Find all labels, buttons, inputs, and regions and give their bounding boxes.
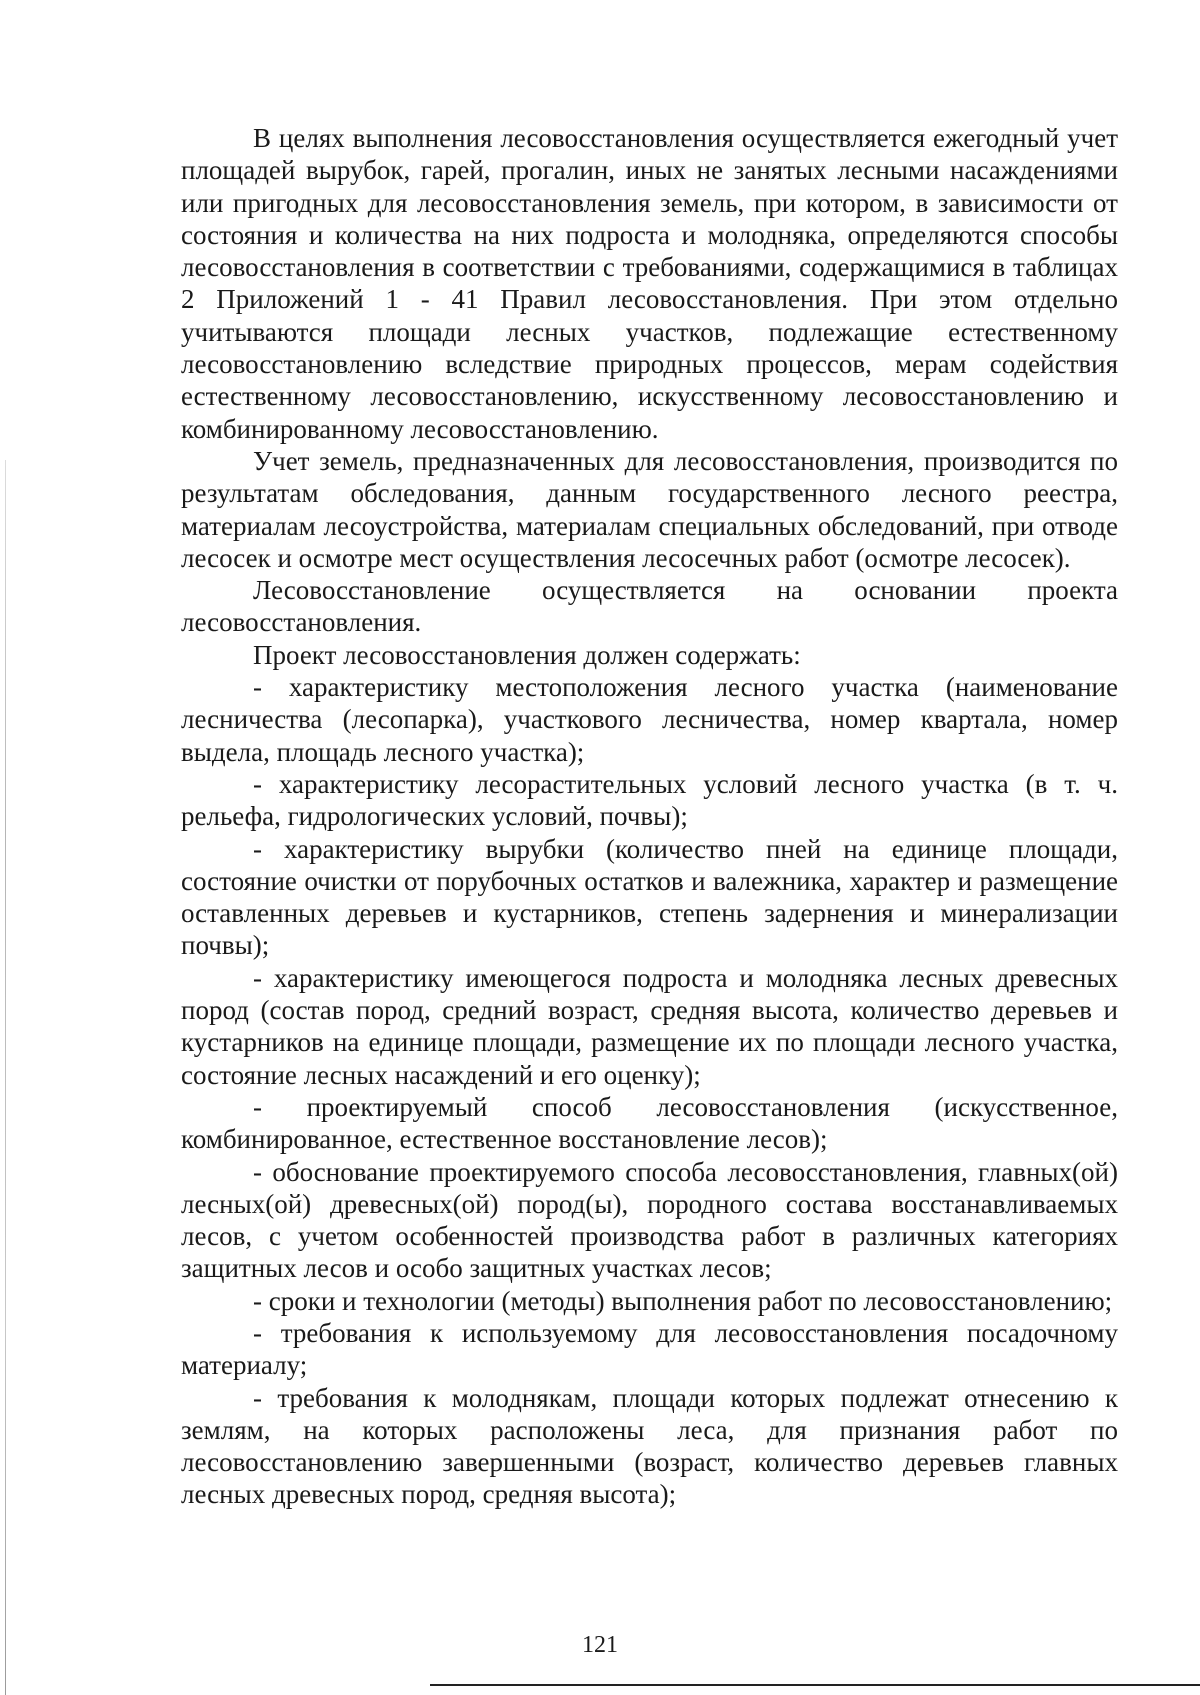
- paragraph-project-basis: Лесовосстановление осуществляется на основании проекта лесовосстановления.: [181, 575, 1118, 638]
- list-item-timing: - сроки и технологии (методы) выполнения работ по лесовосстановлению;: [253, 1285, 1113, 1316]
- document-body: [181, 122, 1118, 1511]
- paragraph-land-accounting: Учет земель, предназначенных для лесовосстановления, производится по результатам обследования, данным государственного лесного реестра, материалам лесоустройства, материалам специальных обследований, при отводе лесосек и осмотре мест осуществления лесосечных работ (осмотре лесосек).: [181, 445, 1118, 573]
- list-item-young-stands: - требования к молоднякам, площади которых подлежат отнесению к землям, на которых расположены леса, для признания работ по лесовосстановлению завершенными (возраст, количество деревьев главных лесных древесных пород, средняя высота);: [181, 1382, 1118, 1510]
- list-item-justification: - обоснование проектируемого способа лесовосстановления, главных(ой) лесных(ой) древесных(ой) пород(ы), породного состава восстанавливаемых лесов, с учетом особенностей производства работ в различных категориях защитных лесов и особо защитных участках лесов;: [181, 1156, 1118, 1284]
- page-number: 121: [582, 1632, 618, 1658]
- list-item-growing-conditions: - характеристику лесорастительных условий лесного участка (в т. ч. рельефа, гидрологических условий, почвы);: [181, 768, 1118, 832]
- paragraph-reforestation-accounting: В целях выполнения лесовосстановления осуществляется ежегодный учет площадей вырубок, гарей, прогалин, иных не занятых лесными насаждениями или пригодных для лесовосстановления земель, при котором, в зависимости от состояния и количества на них подроста и молодняка, определяются способы лесовосстановления в соответствии с требованиями, содержащимися в таблицах 2 Приложений 1 - 41 Правил лесовосстановления. При этом отдельно учитываются площади лесных участков, подлежащие естественному лесовосстановлению вследствие природных процессов, мерам содействия естественному лесовосстановлению, искусственному лесовосстановлению и комбинированному лесовосстановлению.: [181, 123, 1118, 444]
- footer-divider: [430, 1684, 1200, 1686]
- list-item-location: - характеристику местоположения лесного участка (наименование лесничества (лесопарка), участкового лесничества, номер квартала, номер выдела, площадь лесного участка);: [181, 672, 1118, 767]
- list-item-planting-material: - требования к используемому для лесовосстановления посадочному материалу;: [181, 1317, 1118, 1381]
- list-item-undergrowth: - характеристику имеющегося подроста и молодняка лесных древесных пород (состав пород, средний возраст, средняя высота, количество деревьев и кустарников на единице площади, размещение их по площади лесного участка, состояние лесных насаждений и его оценку);: [181, 962, 1118, 1090]
- list-item-method: - проектируемый способ лесовосстановления (искусственное, комбинированное, естественное восстановление лесов);: [181, 1091, 1118, 1155]
- paragraph-project-contents-intro: Проект лесовосстановления должен содержать:: [253, 639, 801, 670]
- list-item-clearing: - характеристику вырубки (количество пней на единице площади, состояние очистки от порубочных остатков и валежника, характер и размещение оставленных деревьев и кустарников, степень задернения и минерализации почвы);: [181, 833, 1118, 961]
- scan-edge-line: [5, 460, 6, 1695]
